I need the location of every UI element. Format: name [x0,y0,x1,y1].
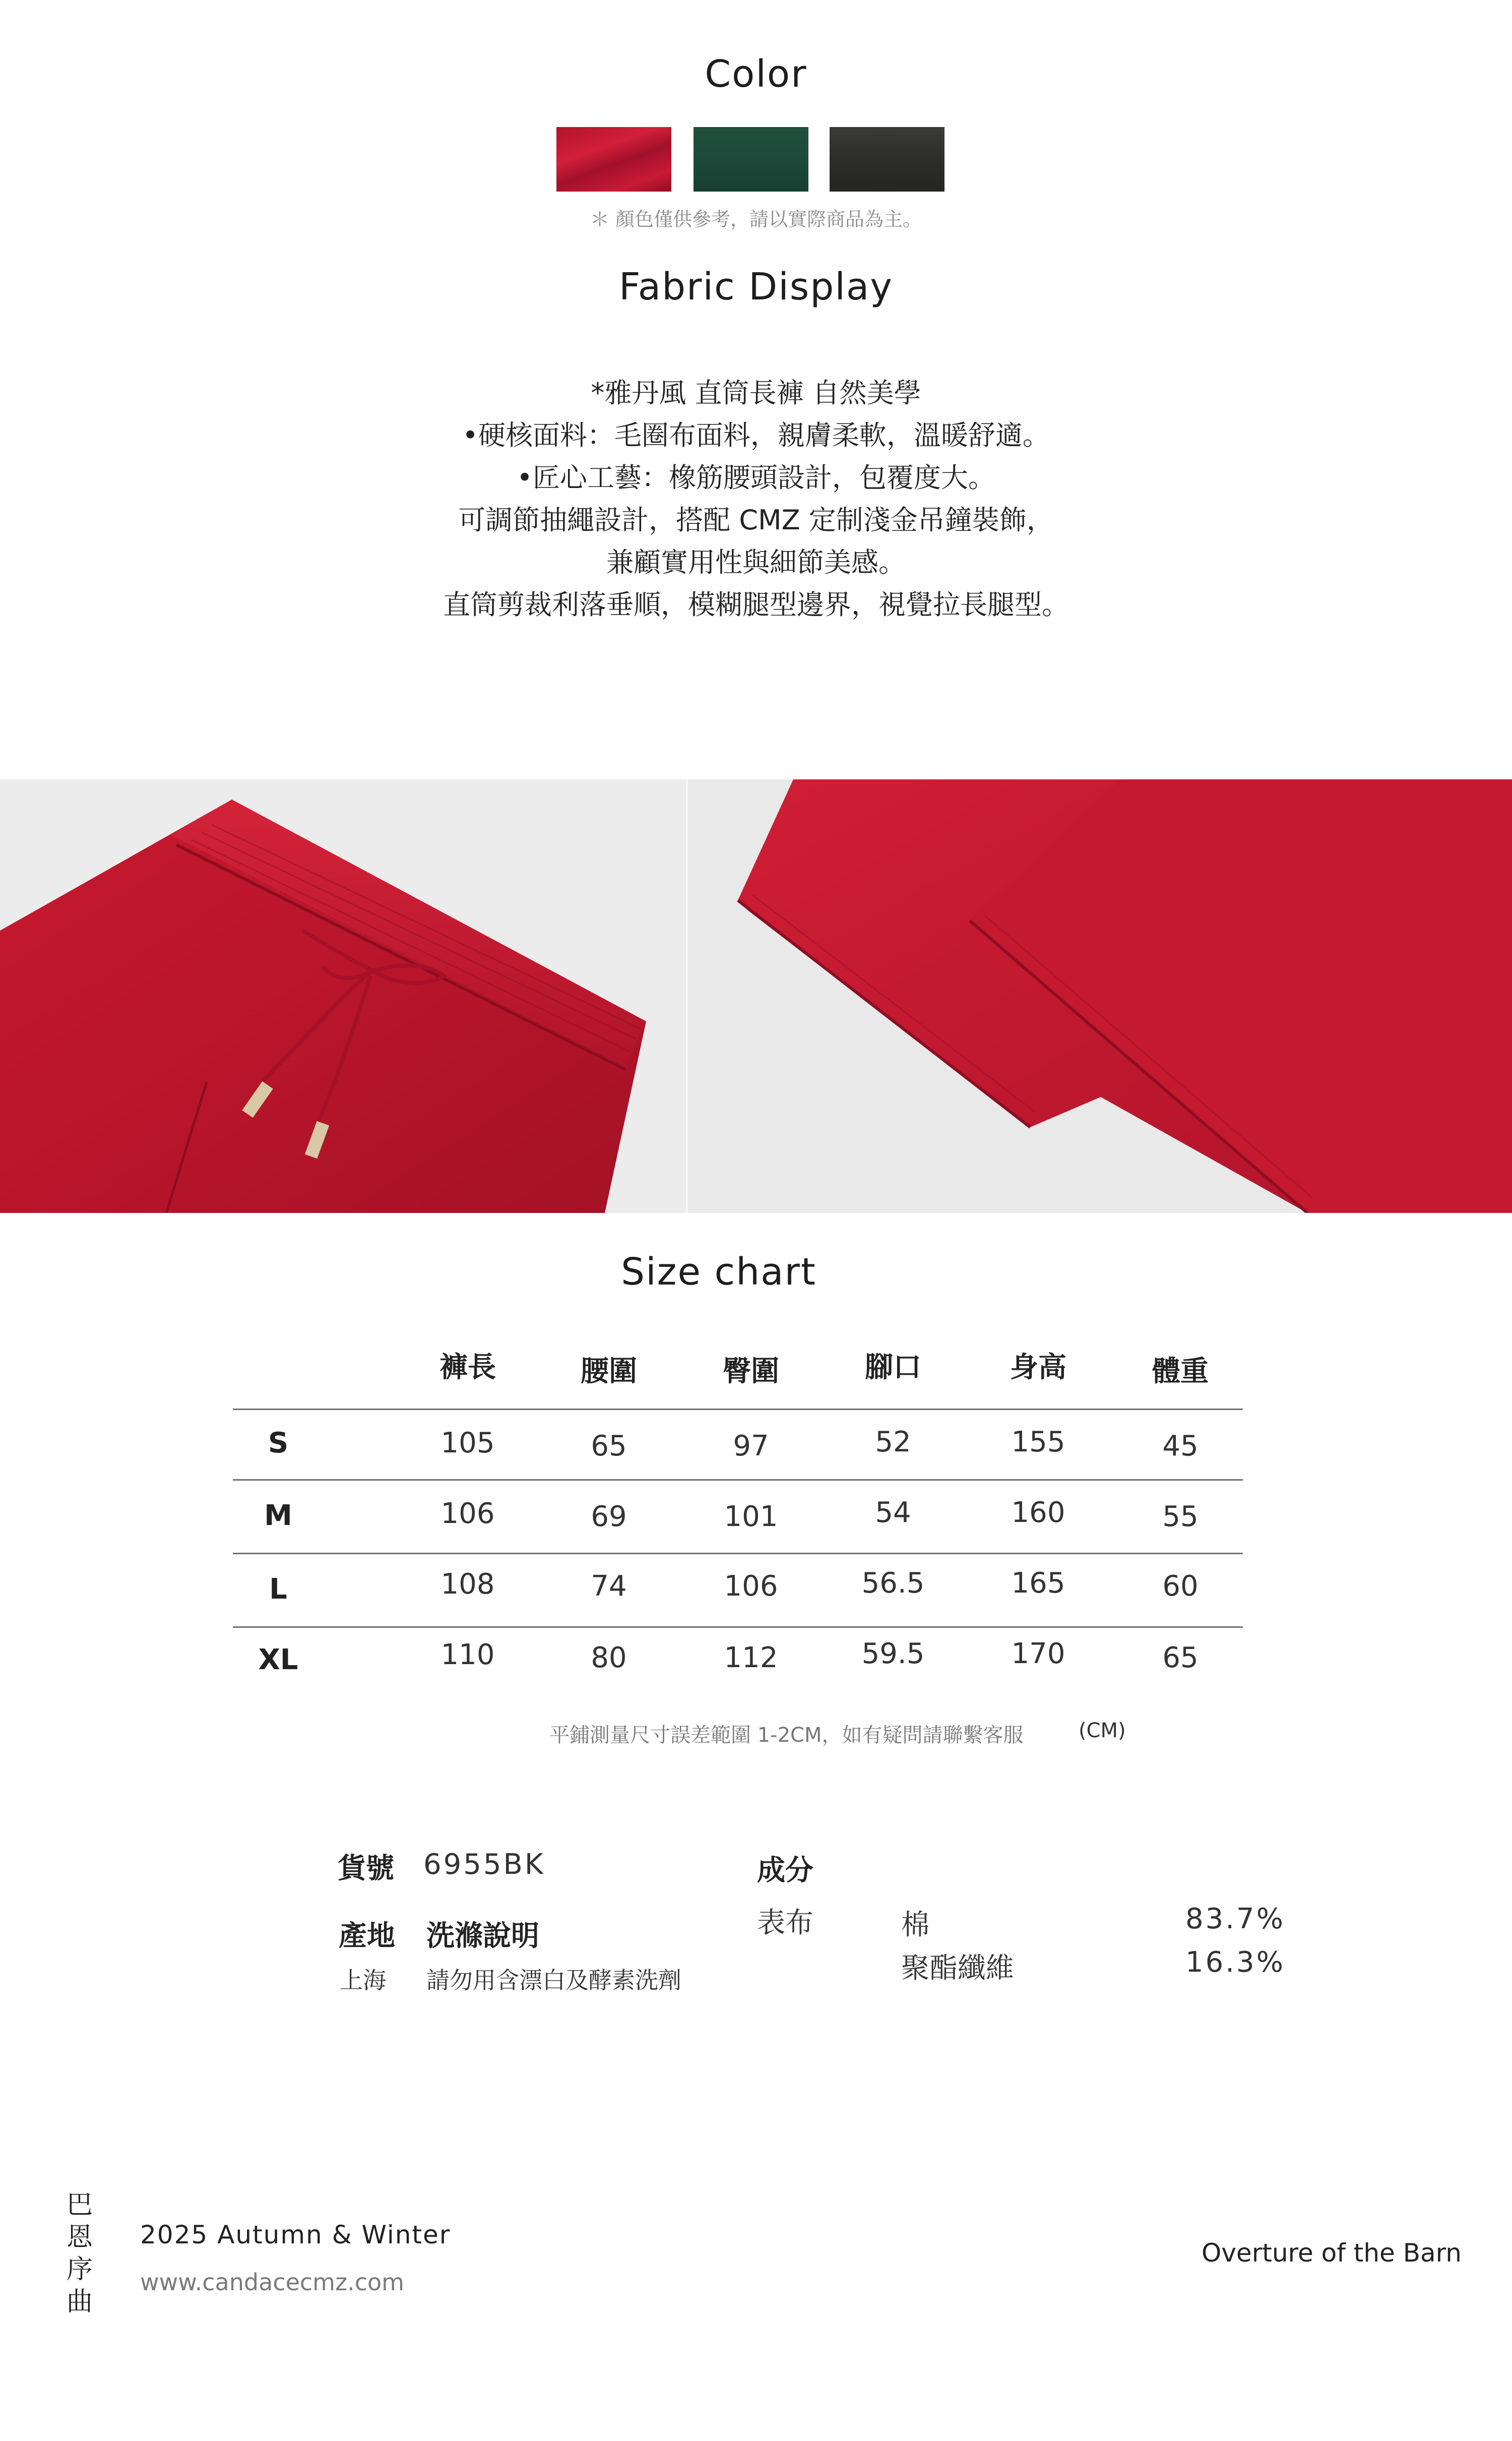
table-cell: 165 [1011,1567,1065,1600]
table-cell: 101 [724,1500,778,1533]
season-label: 2025 Autumn & Winter [140,2220,451,2249]
material-percent: 16.3% [1185,1946,1285,1979]
brand-tagline: Overture of the Barn [1201,2238,1462,2268]
table-cell: 55 [1162,1500,1199,1533]
size-chart-heading: Size chart [621,1250,816,1294]
table-cell: 80 [591,1641,627,1674]
origin-value: 上海 [340,1967,386,1994]
table-cell: 59.5 [861,1637,925,1670]
table-cell: 74 [591,1570,627,1603]
color-swatch-red[interactable] [556,127,671,192]
description-line: 直筒剪裁利落垂順，模糊腿型邊界，視覺拉長腿型。 [443,589,1069,621]
brand-char: 恩 [66,2222,93,2252]
fabric-description [0,372,1512,626]
table-cell: 56.5 [861,1567,925,1600]
wash-value: 請勿用含漂白及酵素洗劑 [426,1967,681,1994]
header-weight: 體重 [1152,1355,1209,1388]
brand-char: 序 [66,2254,93,2285]
origin-label: 產地 [339,1920,395,1952]
color-swatch-green[interactable] [694,127,808,192]
header-height: 身高 [1010,1351,1066,1384]
table-divider [233,1409,1243,1410]
brand-vertical-title [64,2189,96,2318]
table-divider [233,1479,1243,1481]
table-cell: 65 [591,1430,627,1462]
header-leg-opening: 腳口 [865,1351,921,1384]
size-label: L [269,1573,287,1606]
waistband-illustration [0,779,686,1213]
material-percent: 83.7% [1185,1903,1285,1935]
table-cell: 54 [875,1496,911,1529]
table-divider [233,1626,1243,1628]
color-heading: Color [705,52,807,96]
hem-illustration [687,779,1512,1213]
sku-label: 貨號 [338,1852,394,1885]
material-name: 棉 [901,1909,929,1941]
table-cell: 97 [733,1430,769,1462]
table-cell: 110 [440,1638,495,1671]
fabric-label: 表布 [757,1907,813,1939]
header-waist: 腰圍 [581,1355,637,1388]
table-cell: 52 [875,1426,911,1458]
description-line: *雅丹風 直筒長褲 自然美學 [591,377,921,409]
size-label: S [268,1427,289,1459]
color-swatch-black[interactable] [830,127,944,192]
wash-label: 洗滌說明 [426,1920,539,1952]
website-link[interactable]: www.candacecmz.com [140,2269,404,2296]
table-cell: 65 [1162,1641,1199,1674]
composition-label: 成分 [757,1854,813,1887]
sku-value: 6955BK [423,1848,545,1881]
table-cell: 108 [440,1568,495,1601]
brand-char: 巴 [66,2190,93,2220]
table-cell: 60 [1162,1570,1199,1603]
table-cell: 112 [724,1641,778,1674]
description-line: •硬核面料：毛圈布面料，親膚柔軟，溫暖舒適。 [462,419,1050,451]
table-cell: 170 [1011,1637,1065,1670]
description-line: 兼顧實用性與細節美感。 [606,546,906,578]
fabric-heading: Fabric Display [618,265,894,309]
hem-photo [687,779,1512,1213]
table-cell: 105 [440,1427,495,1459]
color-note: ＊ 顏色僅供參考，請以實際商品為主。 [590,208,922,230]
table-cell: 155 [1011,1426,1065,1458]
description-line: 可調節抽繩設計，搭配 CMZ 定制淺金吊鐘裝飾， [458,504,1054,536]
table-cell: 106 [724,1570,778,1603]
size-label: XL [258,1643,298,1676]
size-label: M [264,1499,292,1532]
description-line: •匠心工藝：橡筋腰頭設計，包覆度大。 [517,462,995,494]
header-hip: 臀圍 [723,1355,779,1388]
measurement-note: 平鋪測量尺寸誤差範圍 1-2CM，如有疑問請聯繫客服 [549,1724,1024,1747]
header-length: 褲長 [439,1351,496,1384]
table-cell: 69 [591,1500,627,1533]
table-cell: 45 [1162,1430,1199,1462]
table-divider [233,1553,1243,1554]
table-cell: 160 [1011,1496,1065,1529]
waistband-photo [0,779,686,1213]
material-name: 聚酯纖維 [901,1952,1014,1985]
table-cell: 106 [440,1497,495,1530]
brand-char: 曲 [66,2287,93,2317]
unit-label: (CM) [1079,1719,1126,1742]
